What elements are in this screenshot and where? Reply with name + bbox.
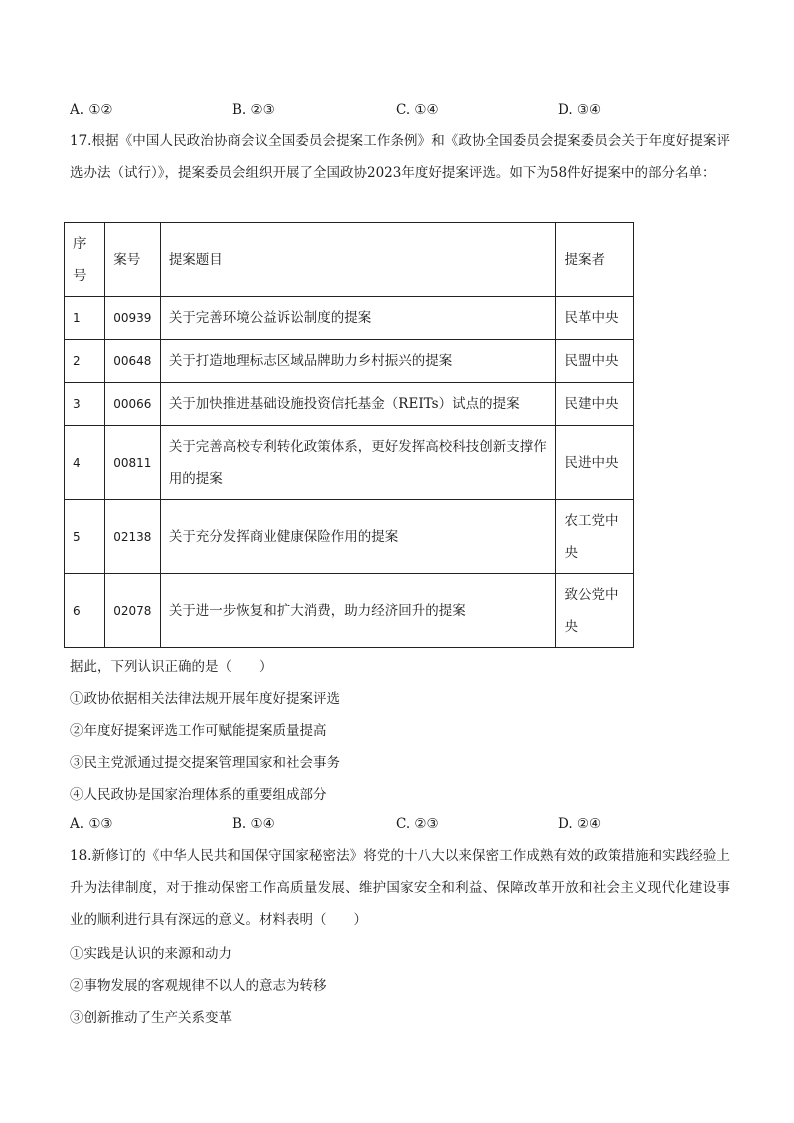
table-row [65, 426, 634, 500]
q17-option-a[interactable]: A. ①③ [70, 816, 113, 832]
cell-index: 5 [65, 500, 105, 574]
table-row [65, 297, 634, 340]
cell-proposer: 民进中央 [556, 426, 634, 500]
cell-title: 关于充分发挥商业健康保险作用的提案 [160, 500, 556, 574]
header-proposer: 提案者 [556, 223, 634, 297]
cell-title: 关于进一步恢复和扩大消费，助力经济回升的提案 [160, 574, 556, 648]
q17-statement-2: ②年度好提案评选工作可赋能提案质量提高 [70, 723, 327, 739]
q16-option-d[interactable]: D. ③④ [558, 102, 602, 118]
table-row [65, 574, 634, 648]
q16-option-a[interactable]: A. ①② [70, 102, 113, 118]
cell-proposer: 农工党中央 [556, 500, 634, 574]
cell-index: 6 [65, 574, 105, 648]
cell-case-no: 02138 [105, 500, 161, 574]
cell-index: 3 [65, 383, 105, 426]
table-row [65, 340, 634, 383]
q17-options [70, 816, 690, 838]
table-row [65, 383, 634, 426]
q18-statement-2: ②事物发展的客观规律不以人的意志为转移 [70, 978, 327, 994]
cell-case-no: 00811 [105, 426, 161, 500]
cell-title: 关于完善环境公益诉讼制度的提案 [160, 297, 556, 340]
header-index: 序号 [65, 223, 105, 297]
header-case-no: 案号 [105, 223, 161, 297]
cell-case-no: 00939 [105, 297, 161, 340]
q17-statement-4: ④人民政协是国家治理体系的重要组成部分 [70, 787, 327, 803]
cell-proposer: 民建中央 [556, 383, 634, 426]
cell-title: 关于加快推进基础设施投资信托基金（REITs）试点的提案 [160, 383, 556, 426]
cell-index: 2 [65, 340, 105, 383]
cell-index: 1 [65, 297, 105, 340]
q17-statement-3: ③民主党派通过提交提案管理国家和社会事务 [70, 755, 340, 771]
cell-proposer: 民盟中央 [556, 340, 634, 383]
q17-stem: 17.根据《中国人民政治协商会议全国委员会提案工作条例》和《政协全国委员会提案委员会关于年度好提案评选办法（试行）》，提案委员会组织开展了全国政协2023年度好提案评选。如下为58件好提案中的部分名单： [70, 133, 730, 181]
cell-proposer: 民革中央 [556, 297, 634, 340]
q17-option-d[interactable]: D. ②④ [558, 816, 602, 832]
cell-title: 关于完善高校专利转化政策体系，更好发挥高校科技创新支撑作用的提案 [160, 426, 556, 500]
q16-option-c[interactable]: C. ①④ [396, 102, 439, 118]
cell-index: 4 [65, 426, 105, 500]
header-title: 提案题目 [160, 223, 556, 297]
q17-option-c[interactable]: C. ②③ [396, 816, 439, 832]
q18-statement-1: ①实践是认识的来源和动力 [70, 946, 232, 962]
q17-statement-1: ①政协依据相关法律法规开展年度好提案评选 [70, 691, 340, 707]
cell-title: 关于打造地理标志区域品牌助力乡村振兴的提案 [160, 340, 556, 383]
cell-case-no: 00066 [105, 383, 161, 426]
cell-case-no: 02078 [105, 574, 161, 648]
table-header-row [65, 223, 634, 297]
q18-statement-3: ③创新推动了生产关系变革 [70, 1010, 232, 1026]
q18-stem: 18.新修订的《中华人民共和国保守国家秘密法》将党的十八大以来保密工作成熟有效的政策措施和实践经验上升为法律制度，对于推动保密工作高质量发展、维护国家安全和利益、保障改革开放和社会主义现代化建设事业的顺利进行具有深远的意义。材料表明（ ） [70, 848, 730, 928]
q16-option-b[interactable]: B. ②③ [232, 102, 275, 118]
q17-question: 据此，下列认识正确的是（ ） [70, 659, 273, 675]
proposal-table [64, 222, 634, 648]
table-row [65, 500, 634, 574]
cell-case-no: 00648 [105, 340, 161, 383]
cell-proposer: 致公党中央 [556, 574, 634, 648]
q17-option-b[interactable]: B. ①④ [232, 816, 275, 832]
q16-options [70, 102, 690, 124]
